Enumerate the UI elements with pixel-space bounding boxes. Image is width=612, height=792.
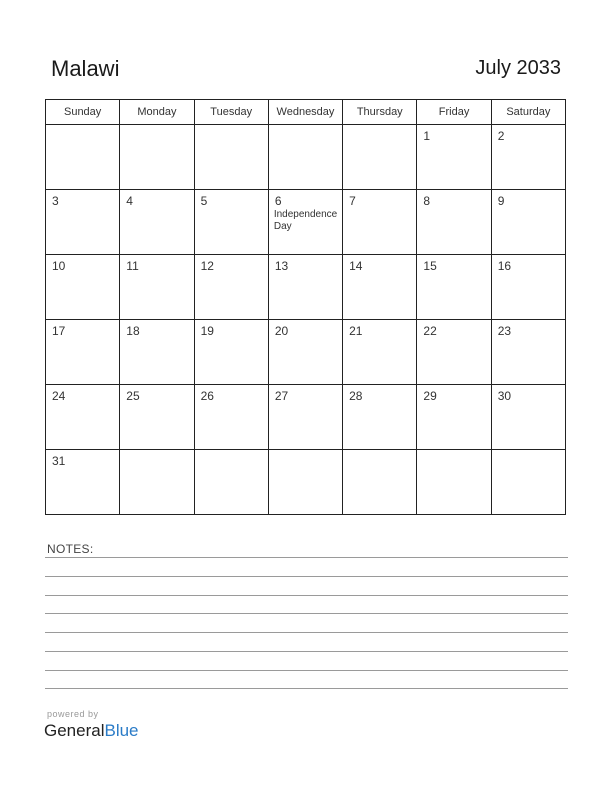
holiday-label: Independence Day bbox=[273, 209, 338, 232]
day-cell[interactable] bbox=[46, 450, 120, 515]
weekday-header-sunday: Sunday bbox=[46, 100, 120, 125]
day-cell[interactable] bbox=[268, 320, 342, 385]
day-number: 13 bbox=[274, 259, 289, 273]
day-cell[interactable] bbox=[491, 190, 565, 255]
day-cell[interactable] bbox=[491, 125, 565, 190]
day-cell[interactable] bbox=[417, 190, 491, 255]
day-number: 29 bbox=[423, 389, 437, 403]
day-cell[interactable] bbox=[46, 385, 120, 450]
week-row bbox=[46, 190, 566, 255]
day-cell[interactable] bbox=[343, 385, 417, 450]
day-number: 16 bbox=[497, 259, 512, 273]
day-number: 31 bbox=[52, 454, 66, 468]
day-cell[interactable] bbox=[46, 320, 120, 385]
empty-day-cell[interactable] bbox=[46, 125, 120, 190]
day-number: 23 bbox=[497, 324, 512, 338]
weekday-header-saturday: Saturday bbox=[491, 100, 565, 125]
note-line bbox=[45, 613, 568, 614]
weekday-header-thursday: Thursday bbox=[343, 100, 417, 125]
day-cell[interactable] bbox=[343, 190, 417, 255]
weekday-header-wednesday: Wednesday bbox=[268, 100, 342, 125]
empty-day-cell[interactable] bbox=[491, 450, 565, 515]
day-number: 12 bbox=[200, 259, 214, 273]
country-title: Malawi bbox=[51, 56, 120, 81]
day-cell[interactable] bbox=[194, 320, 268, 385]
day-cell[interactable] bbox=[268, 190, 342, 255]
day-cell[interactable] bbox=[417, 385, 491, 450]
day-cell[interactable] bbox=[194, 385, 268, 450]
day-number: 27 bbox=[274, 389, 289, 403]
day-cell[interactable] bbox=[491, 320, 565, 385]
day-number: 6 bbox=[274, 194, 282, 208]
day-number: 2 bbox=[497, 129, 505, 143]
month-year-title: July 2033 bbox=[475, 57, 561, 79]
day-number: 19 bbox=[200, 324, 214, 338]
empty-day-cell[interactable] bbox=[268, 125, 342, 190]
note-line bbox=[45, 632, 568, 633]
day-number: 7 bbox=[349, 194, 356, 208]
day-number: 20 bbox=[274, 324, 289, 338]
empty-day-cell[interactable] bbox=[268, 450, 342, 515]
day-cell[interactable] bbox=[343, 255, 417, 320]
week-row bbox=[46, 385, 566, 450]
day-number: 25 bbox=[126, 389, 140, 403]
day-number: 26 bbox=[200, 389, 214, 403]
week-row bbox=[46, 450, 566, 515]
note-line bbox=[45, 576, 568, 577]
day-number: 21 bbox=[349, 324, 363, 338]
day-number: 17 bbox=[52, 324, 66, 338]
day-cell[interactable] bbox=[120, 190, 194, 255]
day-number: 30 bbox=[497, 389, 512, 403]
week-row bbox=[46, 255, 566, 320]
empty-day-cell[interactable] bbox=[417, 450, 491, 515]
day-number: 11 bbox=[126, 259, 139, 273]
day-cell[interactable] bbox=[491, 385, 565, 450]
day-cell[interactable] bbox=[120, 320, 194, 385]
day-number: 15 bbox=[423, 259, 437, 273]
weekday-header-monday: Monday bbox=[120, 100, 194, 125]
week-row bbox=[46, 320, 566, 385]
day-cell[interactable] bbox=[268, 255, 342, 320]
weekday-header-friday: Friday bbox=[417, 100, 491, 125]
day-cell[interactable] bbox=[46, 190, 120, 255]
day-cell[interactable] bbox=[268, 385, 342, 450]
note-line bbox=[45, 651, 568, 652]
notes-label: NOTES: bbox=[47, 542, 94, 556]
day-number: 24 bbox=[52, 389, 66, 403]
weekday-header-row bbox=[46, 100, 566, 125]
day-cell[interactable] bbox=[417, 255, 491, 320]
day-cell[interactable] bbox=[343, 320, 417, 385]
note-line bbox=[45, 688, 568, 689]
day-number: 1 bbox=[423, 129, 431, 143]
day-cell[interactable] bbox=[120, 385, 194, 450]
empty-day-cell[interactable] bbox=[120, 450, 194, 515]
empty-day-cell[interactable] bbox=[120, 125, 194, 190]
day-number: 5 bbox=[200, 194, 208, 208]
brand-general: General bbox=[44, 721, 105, 740]
week-row bbox=[46, 125, 566, 190]
day-cell[interactable] bbox=[417, 125, 491, 190]
empty-day-cell[interactable] bbox=[194, 450, 268, 515]
day-number: 9 bbox=[497, 194, 505, 208]
day-number: 14 bbox=[349, 259, 363, 273]
day-number: 28 bbox=[349, 389, 363, 403]
weekday-header-tuesday: Tuesday bbox=[194, 100, 268, 125]
day-cell[interactable] bbox=[491, 255, 565, 320]
note-line bbox=[45, 670, 568, 671]
powered-by-text: powered by bbox=[47, 709, 99, 719]
day-number: 10 bbox=[52, 259, 66, 273]
empty-day-cell[interactable] bbox=[343, 125, 417, 190]
note-line bbox=[45, 595, 568, 596]
calendar-grid bbox=[45, 99, 566, 515]
day-number: 18 bbox=[126, 324, 140, 338]
empty-day-cell[interactable] bbox=[343, 450, 417, 515]
day-cell[interactable] bbox=[194, 255, 268, 320]
day-cell[interactable] bbox=[194, 190, 268, 255]
day-number: 22 bbox=[423, 324, 437, 338]
day-number: 8 bbox=[423, 194, 431, 208]
day-number: 4 bbox=[126, 194, 133, 208]
note-line bbox=[45, 557, 568, 558]
generalblue-logo[interactable] bbox=[44, 721, 139, 741]
day-cell[interactable] bbox=[417, 320, 491, 385]
empty-day-cell[interactable] bbox=[194, 125, 268, 190]
day-cell[interactable] bbox=[46, 255, 120, 320]
day-number: 3 bbox=[52, 194, 59, 208]
brand-blue: Blue bbox=[104, 721, 139, 740]
day-cell[interactable] bbox=[120, 255, 194, 320]
